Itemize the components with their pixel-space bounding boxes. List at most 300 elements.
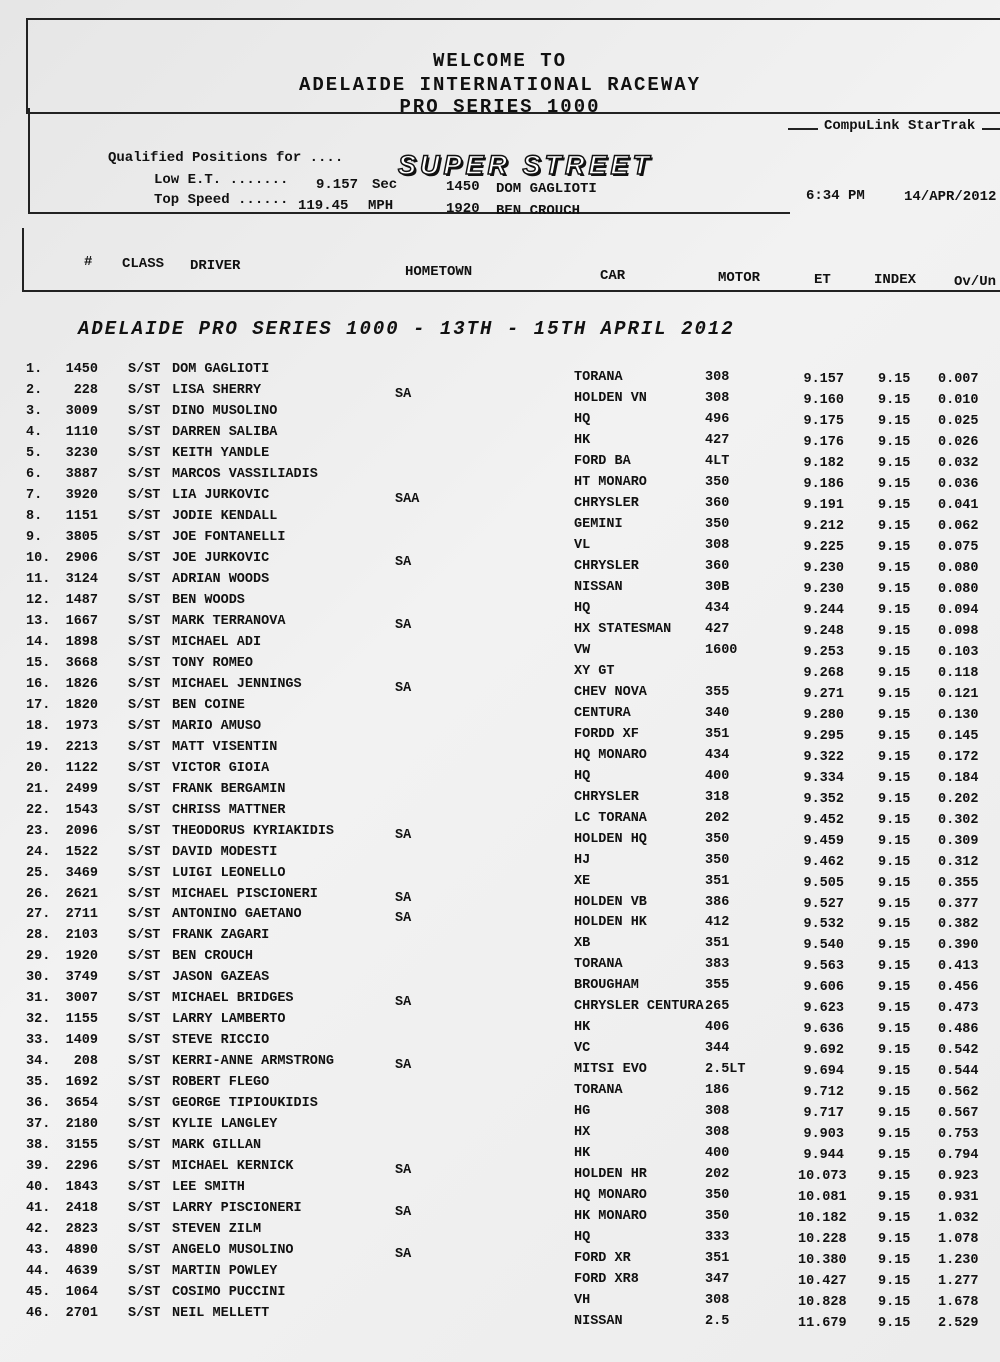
row-motor: 308 [705,370,730,385]
row-car: CHRYSLER [574,495,639,511]
row-driver: FRANK BERGAMIN [172,781,286,797]
table-row [0,1180,1000,1206]
row-class: S/ST [128,529,161,545]
row-position: 28. [26,928,51,944]
row-driver: MARCOS VASSILIADIS [172,466,318,482]
row-position: 14. [26,634,51,650]
row-car-number: 3469 [65,865,98,881]
row-car: TORANA [574,957,623,973]
row-position: 27. [26,907,51,923]
row-car-number: 1155 [65,1012,98,1028]
table-row [0,1096,1000,1122]
top-speed-number: 1920 [446,201,480,217]
col-ovun: Ov/Un [954,274,997,290]
low-et-driver: DOM GAGLIOTI [496,181,597,197]
row-motor: 308 [705,1104,730,1120]
event-title: ADELAIDE PRO SERIES 1000 - 13TH - 15TH APRIL 2012 [78,318,735,340]
row-car: HX [574,1125,591,1141]
row-index: 9.15 [878,917,911,933]
row-car: VL [574,537,591,553]
row-index: 9.15 [878,938,911,954]
series-name: PRO SERIES 1000 [399,96,601,118]
col-index: INDEX [874,272,917,288]
row-position: 42. [26,1222,51,1238]
row-position: 34. [26,1054,51,1070]
col-hometown: HOMETOWN [405,264,473,280]
row-index: 9.15 [878,413,911,429]
row-position: 8. [26,508,43,524]
row-car-number: 1151 [65,508,98,524]
table-row [0,928,1000,954]
row-motor: 1600 [705,642,738,658]
row-over-under: 1.032 [938,1211,979,1227]
row-class: S/ST [128,928,161,944]
row-driver: MARK TERRANOVA [172,613,286,629]
row-hometown: SA [395,554,412,570]
row-hometown: SA [395,1247,412,1263]
row-class: S/ST [128,823,161,839]
row-driver: MARTIN POWLEY [172,1264,278,1280]
row-motor: 400 [705,1146,730,1162]
table-row [0,403,1000,429]
row-index: 9.15 [878,497,911,513]
row-position: 4. [26,424,43,440]
row-position: 43. [26,1243,51,1259]
table-row [0,697,1000,723]
row-car-number: 1543 [65,802,98,818]
row-car: HQ [574,600,591,616]
row-car: TORANA [574,1083,623,1099]
row-et: 9.334 [803,770,844,786]
table-row [0,466,1000,492]
row-motor: 308 [705,1293,730,1309]
row-et: 9.563 [803,959,844,975]
table-row [0,550,1000,576]
row-index: 9.15 [878,1169,911,1185]
row-index: 9.15 [878,1064,911,1080]
row-class: S/ST [128,1054,161,1070]
row-car: LC TORANA [574,810,647,826]
row-car: FORDD XF [574,726,639,742]
row-et: 9.160 [803,392,844,408]
row-class: S/ST [128,781,161,797]
row-driver: THEODORUS KYRIAKIDIS [172,823,335,839]
row-motor: 386 [705,894,730,910]
row-index: 9.15 [878,581,911,597]
row-car-number: 2103 [65,928,98,944]
row-motor: 4LT [705,453,730,469]
row-driver: KEITH YANDLE [172,445,270,461]
table-row [0,1138,1000,1164]
row-class: S/ST [128,424,161,440]
row-car: MITSI EVO [574,1062,647,1078]
row-car-number: 3887 [65,466,98,482]
row-driver: LARRY PISCIONERI [172,1201,302,1217]
row-motor: 351 [705,726,730,742]
row-car: NISSAN [574,1314,623,1330]
row-position: 32. [26,1012,51,1028]
table-row [0,991,1000,1017]
row-index: 9.15 [878,833,911,849]
top-speed-unit: MPH [368,198,394,214]
row-car-number: 2296 [65,1159,98,1175]
row-position: 15. [26,655,51,671]
row-car-number: 228 [73,382,98,398]
row-car: HQ MONARO [574,1188,647,1204]
row-driver: MATT VISENTIN [172,739,278,755]
row-position: 38. [26,1138,51,1154]
row-index: 9.15 [878,959,911,975]
row-car-number: 1692 [65,1075,98,1091]
row-motor: 351 [705,936,730,952]
row-over-under: 0.094 [938,602,979,618]
row-car-number: 3749 [65,970,98,986]
row-motor: 265 [705,999,730,1015]
col-et: ET [814,272,831,288]
row-et: 9.253 [803,644,844,660]
col-class: CLASS [122,256,165,272]
row-index: 9.15 [878,1232,911,1248]
row-hometown: SA [395,890,412,906]
table-row [0,1306,1000,1332]
row-car-number: 3805 [65,529,98,545]
row-position: 17. [26,697,51,713]
row-car: TORANA [574,370,623,385]
row-position: 7. [26,487,43,503]
row-motor: 308 [705,537,730,553]
row-motor: 427 [705,621,730,637]
row-car-number: 2499 [65,781,98,797]
row-car-number: 1920 [65,949,98,965]
row-driver: KYLIE LANGLEY [172,1117,278,1133]
row-driver: BEN COINE [172,697,245,713]
row-driver: TONY ROMEO [172,655,254,671]
row-position: 24. [26,844,51,860]
table-row [0,949,1000,975]
row-class: S/ST [128,634,161,650]
table-row [0,1117,1000,1143]
row-over-under: 0.355 [938,875,979,891]
row-motor: 412 [705,915,730,931]
row-over-under: 1.678 [938,1295,979,1311]
col-car: CAR [600,268,626,284]
row-car-number: 1450 [65,362,98,377]
row-car-number: 1667 [65,613,98,629]
venue-name: ADELAIDE INTERNATIONAL RACEWAY [298,74,702,96]
table-row [0,676,1000,702]
row-motor: 351 [705,1251,730,1267]
row-driver: MICHAEL ADI [172,634,262,650]
row-over-under: 0.567 [938,1106,979,1122]
row-position: 18. [26,718,51,734]
row-over-under: 0.007 [938,372,979,387]
row-class: S/ST [128,739,161,755]
row-car: HK MONARO [574,1209,647,1225]
row-index: 9.15 [878,560,911,576]
row-car: HG [574,1104,591,1120]
row-position: 40. [26,1180,51,1196]
row-index: 9.15 [878,455,911,471]
row-car: HK [574,1146,591,1162]
row-class: S/ST [128,1201,161,1217]
row-driver: COSIMO PUCCINI [172,1285,286,1301]
row-car: HOLDEN VB [574,894,647,910]
row-class: S/ST [128,1033,161,1049]
col-num: # [84,254,93,270]
row-car: HT MONARO [574,474,647,490]
row-motor: 347 [705,1272,730,1288]
row-class: S/ST [128,991,161,1007]
row-car: HQ [574,1230,591,1246]
table-row [0,886,1000,912]
row-index: 9.15 [878,602,911,618]
row-et: 10.427 [798,1274,847,1290]
row-index: 9.15 [878,770,911,786]
row-motor: 350 [705,474,730,490]
row-et: 10.182 [798,1211,847,1227]
row-class: S/ST [128,1243,161,1259]
row-position: 31. [26,991,51,1007]
row-et: 9.248 [803,623,844,639]
row-car-number: 208 [73,1054,98,1070]
row-et: 10.228 [798,1232,847,1248]
row-driver: JASON GAZEAS [172,970,270,986]
row-et: 9.903 [803,1127,844,1143]
row-driver: GEORGE TIPIOUKIDIS [172,1096,318,1112]
compulink-rule-right [982,128,1000,130]
row-et: 9.176 [803,434,844,450]
table-row [0,1033,1000,1059]
row-index: 9.15 [878,518,911,534]
row-et: 9.944 [803,1148,844,1164]
row-over-under: 0.010 [938,392,979,408]
row-class: S/ST [128,550,161,566]
row-car-number: 2418 [65,1201,98,1217]
row-car-number: 3230 [65,445,98,461]
top-speed-driver: BEN CROUCH [496,203,581,219]
row-position: 36. [26,1096,51,1112]
row-et: 9.186 [803,476,844,492]
row-motor: 308 [705,1125,730,1141]
row-hometown: SA [395,386,412,402]
row-et: 11.679 [798,1316,847,1332]
row-driver: MICHAEL KERNICK [172,1159,294,1175]
row-position: 37. [26,1117,51,1133]
row-et: 9.230 [803,581,844,597]
row-driver: LISA SHERRY [172,382,262,398]
table-row [0,718,1000,744]
row-index: 9.15 [878,644,911,660]
row-over-under: 0.130 [938,707,979,723]
row-over-under: 0.456 [938,980,979,996]
row-motor: 340 [705,705,730,721]
row-over-under: 1.230 [938,1253,979,1269]
row-et: 9.606 [803,980,844,996]
row-driver: FRANK ZAGARI [172,928,270,944]
row-motor: 308 [705,390,730,406]
row-over-under: 0.080 [938,581,979,597]
row-driver: DINO MUSOLINO [172,403,278,419]
row-over-under: 0.103 [938,644,979,660]
row-index: 9.15 [878,476,911,492]
row-hometown: SA [395,1163,412,1179]
row-position: 44. [26,1264,51,1280]
row-et: 9.230 [803,560,844,576]
row-index: 9.15 [878,1001,911,1017]
table-row [0,907,1000,933]
row-over-under: 0.794 [938,1148,979,1164]
table-row [0,1222,1000,1248]
row-driver: DAVID MODESTI [172,844,278,860]
row-driver: ADRIAN WOODS [172,571,270,587]
row-over-under: 0.172 [938,749,979,765]
row-car-number: 4890 [65,1243,98,1259]
row-car-number: 2180 [65,1117,98,1133]
row-car-number: 1409 [65,1033,98,1049]
row-over-under: 0.036 [938,476,979,492]
row-driver: LEE SMITH [172,1180,245,1196]
row-et: 10.081 [798,1190,847,1206]
table-row [0,362,1000,387]
row-et: 10.380 [798,1253,847,1269]
row-class: S/ST [128,1012,161,1028]
welcome-line: WELCOME TO [432,50,568,72]
row-car-number: 1973 [65,718,98,734]
row-class: S/ST [128,655,161,671]
row-index: 9.15 [878,791,911,807]
row-class: S/ST [128,802,161,818]
row-motor: 350 [705,831,730,847]
row-car-number: 1820 [65,697,98,713]
row-position: 46. [26,1306,51,1322]
row-index: 9.15 [878,1085,911,1101]
row-et: 9.191 [803,497,844,513]
row-position: 30. [26,970,51,986]
row-class: S/ST [128,676,161,692]
row-car: HOLDEN VN [574,390,647,406]
row-class: S/ST [128,886,161,902]
row-index: 9.15 [878,1295,911,1311]
table-row [0,1075,1000,1101]
table-row [0,739,1000,765]
row-class: S/ST [128,907,161,923]
top-speed-value: 119.45 [298,198,349,214]
table-row [0,1264,1000,1290]
table-row [0,613,1000,639]
table-row [0,823,1000,849]
row-over-under: 1.078 [938,1232,979,1248]
row-over-under: 0.075 [938,539,979,555]
row-position: 21. [26,781,51,797]
row-driver: CHRISS MATTNER [172,802,286,818]
row-motor: 350 [705,852,730,868]
row-et: 9.244 [803,602,844,618]
row-driver: NEIL MELLETT [172,1306,270,1322]
row-car: CHRYSLER CENTURA [574,999,704,1015]
row-over-under: 0.118 [938,665,979,681]
row-position: 29. [26,949,51,965]
row-class: S/ST [128,382,161,398]
row-driver: ANTONINO GAETANO [172,907,302,923]
top-speed-label: Top Speed ...... [154,192,289,208]
row-class: S/ST [128,362,161,377]
row-driver: LARRY LAMBERTO [172,1012,286,1028]
row-over-under: 0.562 [938,1085,979,1101]
row-driver: JOE JURKOVIC [172,550,270,566]
row-car-number: 1064 [65,1285,98,1301]
row-et: 9.623 [803,1001,844,1017]
row-motor: 434 [705,600,730,616]
row-index: 9.15 [878,1127,911,1143]
row-over-under: 0.473 [938,1001,979,1017]
row-over-under: 0.542 [938,1043,979,1059]
row-hometown: SA [395,911,412,927]
row-driver: STEVE RICCIO [172,1033,270,1049]
row-et: 9.271 [803,686,844,702]
table-row [0,445,1000,471]
row-et: 9.532 [803,917,844,933]
row-driver: DARREN SALIBA [172,424,278,440]
column-header-box [22,228,1000,292]
row-car: HOLDEN HQ [574,831,647,847]
row-class: S/ST [128,970,161,986]
row-car: XY GT [574,663,615,679]
row-car: HOLDEN HR [574,1167,647,1183]
row-over-under: 0.062 [938,518,979,534]
table-row [0,1285,1000,1311]
row-car-number: 2823 [65,1222,98,1238]
row-index: 9.15 [878,896,911,912]
row-over-under: 0.931 [938,1190,979,1206]
row-over-under: 0.202 [938,791,979,807]
row-class: S/ST [128,865,161,881]
row-driver: BEN WOODS [172,592,245,608]
row-motor: 30B [705,579,730,595]
row-position: 10. [26,550,51,566]
row-et: 9.462 [803,854,844,870]
qualified-label: Qualified Positions for .... [108,150,344,166]
row-over-under: 0.382 [938,917,979,933]
row-class: S/ST [128,718,161,734]
table-row [0,655,1000,681]
row-car-number: 2906 [65,550,98,566]
row-index: 9.15 [878,1211,911,1227]
table-row [0,970,1000,996]
row-motor: 383 [705,957,730,973]
row-class: S/ST [128,1075,161,1091]
row-over-under: 0.923 [938,1169,979,1185]
row-car-number: 2621 [65,886,98,902]
row-class: S/ST [128,508,161,524]
row-position: 25. [26,865,51,881]
row-car: FORD XR [574,1251,631,1267]
row-index: 9.15 [878,1106,911,1122]
row-position: 3. [26,403,43,419]
table-row [0,865,1000,891]
row-over-under: 0.302 [938,812,979,828]
row-car: HJ [574,852,591,868]
row-car-number: 2213 [65,739,98,755]
row-driver: MARIO AMUSO [172,718,262,734]
row-class: S/ST [128,1306,161,1322]
row-motor: 2.5 [705,1314,730,1330]
row-car-number: 3654 [65,1096,98,1112]
row-index: 9.15 [878,980,911,996]
row-motor: 333 [705,1230,730,1246]
row-over-under: 0.390 [938,938,979,954]
row-hometown: SAA [395,491,420,507]
row-et: 9.295 [803,728,844,744]
